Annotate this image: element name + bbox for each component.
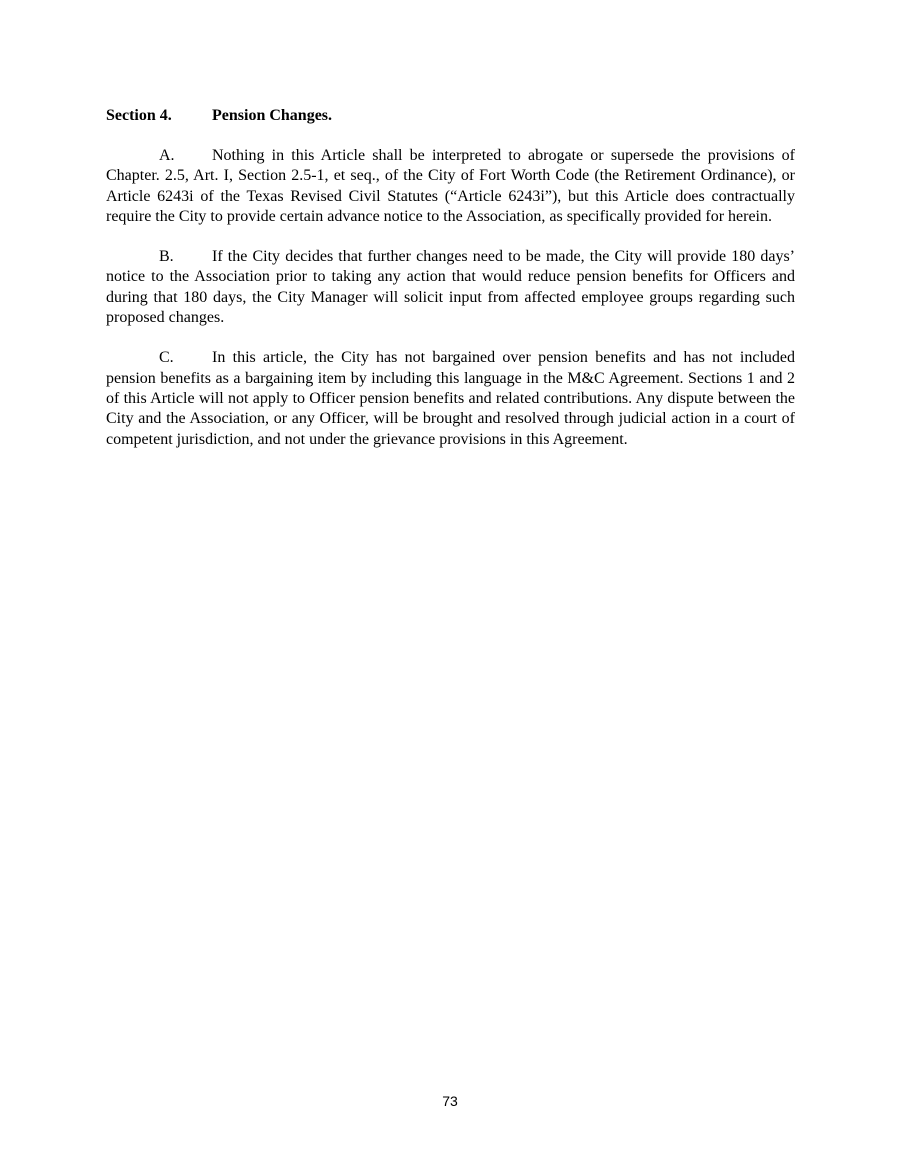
paragraph-letter: A. [159, 147, 175, 164]
paragraph-text: Nothing in this Article shall be interpreted to abrogate or supersede the provisions of Chapter. 2.5, Art. I, Section 2.5-1, et seq., of the City of Fort Worth Code (the Retirement Ordinance), or Article 6243i of the Texas Revised Civil Statutes (“Article 6243i”), but this Article does contractually require the City to provide certain advance notice to the Association, as specifically provided for herein. [106, 147, 795, 225]
page-number: 73 [442, 1093, 458, 1109]
paragraph-letter: B. [159, 248, 174, 266]
section-title: Pension Changes. [212, 107, 333, 124]
paragraph-c [106, 348, 795, 449]
paragraph-a [106, 146, 795, 227]
paragraph-letter: C. [159, 349, 174, 367]
paragraph-text: If the City decides that further changes need to be made, the City will provide 180 days’ notice to the Association prior to taking any action that would reduce pension benefits for Officers and during that 180 days, the City Manager will solicit input from affected employee groups regarding such proposed changes. [106, 248, 795, 327]
section-number: Section 4. [106, 107, 172, 124]
paragraph-text: In this article, the City has not bargained over pension benefits and has not included pension benefits as a bargaining item by including this language in the M&C Agreement. Sections 1 and 2 of this Article will not apply to Officer pension benefits and related contributions. Any dispute between the City and the Association, or any Officer, will be brought and resolved through judicial action in a court of competent jurisdiction, and not under the grievance provisions in this Agreement. [106, 349, 795, 448]
section-heading [106, 106, 795, 126]
paragraph-b [106, 247, 795, 328]
document-page [106, 106, 795, 470]
